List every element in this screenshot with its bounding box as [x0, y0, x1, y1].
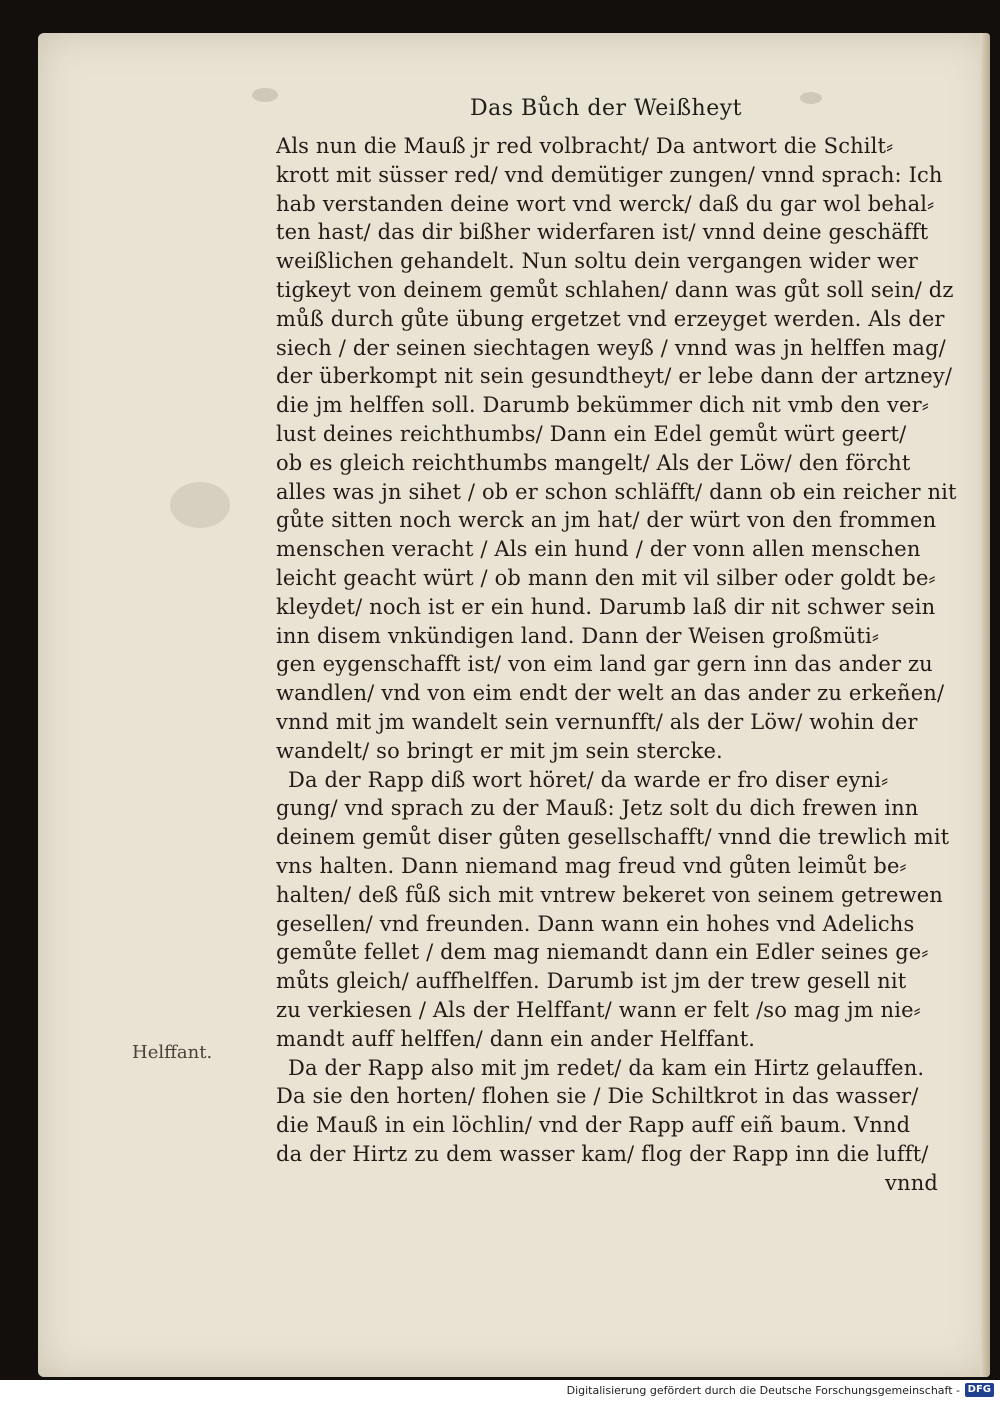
text-line: vnnd mit jm wandelt sein vernunfft/ als der Löw/ wohin der [276, 709, 918, 734]
page-edge [980, 33, 990, 1377]
marginal-note: Helffant. [132, 1042, 213, 1063]
text-line: krott mit süsser red/ vnd demütiger zungen/ vnnd sprach: Ich [276, 162, 943, 187]
text-line: Da sie den horten/ flohen sie / Die Schiltkrot in das wasser/ [276, 1084, 919, 1109]
running-head: Das Bůch der Weißheyt [470, 96, 742, 121]
text-line: siech / der seinen siechtagen weyß / vnnd was jn helffen mag/ [276, 335, 946, 360]
text-line: gen eygenschafft ist/ von eim land gar gern inn das ander zu [276, 652, 933, 677]
text-line: Da der Rapp also mit jm redet/ da kam ein Hirtz gelauffen. [288, 1055, 925, 1080]
text-line: wandlen/ vnd von eim endt der welt an das ander zu erkeñen/ [276, 681, 945, 706]
text-line: deinem gemůt diser gůten gesellschafft/ vnnd die trewlich mit [276, 825, 950, 850]
dfg-logo: DFG [965, 1383, 994, 1397]
catchword: vnnd [885, 1170, 938, 1195]
text-line: lust deines reichthumbs/ Dann ein Edel gemůt würt geert/ [276, 421, 907, 446]
text-line: die Mauß in ein löchlin/ vnd der Rapp auff eiñ baum. Vnnd [276, 1113, 911, 1138]
text-line: die jm helffen soll. Darumb bekümmer dich nit vmb den ver⸗ [276, 393, 929, 418]
text-line: můts gleich/ auffhelffen. Darumb ist jm der trew gesell nit [276, 969, 907, 994]
text-line: vns halten. Dann niemand mag freud vnd gůten leimůt be⸗ [276, 853, 907, 878]
funding-credit: Digitalisierung gefördert durch die Deutsche Forschungsgemeinschaft - [566, 1384, 960, 1397]
text-line: alles was jn sihet / ob er schon schläfft/ dann ob ein reicher nit [276, 479, 957, 504]
body-text [276, 132, 966, 1197]
text-line: leicht geacht würt / ob mann den mit vil silber oder goldt be⸗ [276, 565, 936, 590]
text-line: ob es gleich reichthumbs mangelt/ Als der Löw/ den förcht [276, 450, 911, 475]
text-line: ten hast/ das dir bißher widerfaren ist/ vnnd deine geschäfft [276, 220, 929, 245]
text-line: můß durch gůte übung ergetzet vnd erzeyget werden. Als der [276, 306, 945, 331]
text-line: Da der Rapp diß wort höret/ da warde er fro diser eyni⸗ [288, 767, 889, 792]
text-line: weißlichen gehandelt. Nun soltu dein vergangen wider wer [276, 249, 918, 274]
text-line: Als nun die Mauß jr red volbracht/ Da antwort die Schilt⸗ [276, 134, 894, 158]
text-line: gůte sitten noch werck an jm hat/ der würt von den frommen [276, 508, 937, 533]
text-line: gemůte fellet / dem mag niemandt dann ein Edler seines ge⸗ [276, 940, 929, 965]
text-line: der überkompt nit sein gesundtheyt/ er lebe dann der artzney/ [276, 364, 953, 389]
text-line: gesellen/ vnd freunden. Dann wann ein hohes vnd Adelichs [276, 911, 915, 936]
text-line: da der Hirtz zu dem wasser kam/ flog der Rapp inn die lufft/ [276, 1141, 929, 1166]
smudge-top-left [252, 88, 278, 102]
text-line: inn disem vnkündigen land. Dann der Weisen großmüti⸗ [276, 623, 879, 648]
text-line: wandelt/ so bringt er mit jm sein stercke. [276, 738, 723, 763]
text-line: tigkeyt von deinem gemůt schlahen/ dann was gůt soll sein/ dz [276, 277, 954, 302]
text-line: kleydet/ noch ist er ein hund. Darumb laß dir nit schwer sein [276, 594, 936, 619]
text-line: gung/ vnd sprach zu der Mauß: Jetz solt du dich frewen inn [276, 796, 919, 821]
text-line: hab verstanden deine wort vnd werck/ daß du gar wol behal⸗ [276, 191, 935, 216]
text-line: mandt auff helffen/ dann ein ander Helffant. [276, 1026, 756, 1051]
smudge-top-right [800, 92, 822, 104]
text-line: halten/ deß fůß sich mit vntrew bekeret von seinem getrewen [276, 882, 943, 907]
text-line: zu verkiesen / Als der Helffant/ wann er felt /so mag jm nie⸗ [276, 997, 921, 1022]
smudge-margin-left [170, 482, 230, 528]
text-line: menschen veracht / Als ein hund / der vonn allen menschen [276, 537, 921, 562]
